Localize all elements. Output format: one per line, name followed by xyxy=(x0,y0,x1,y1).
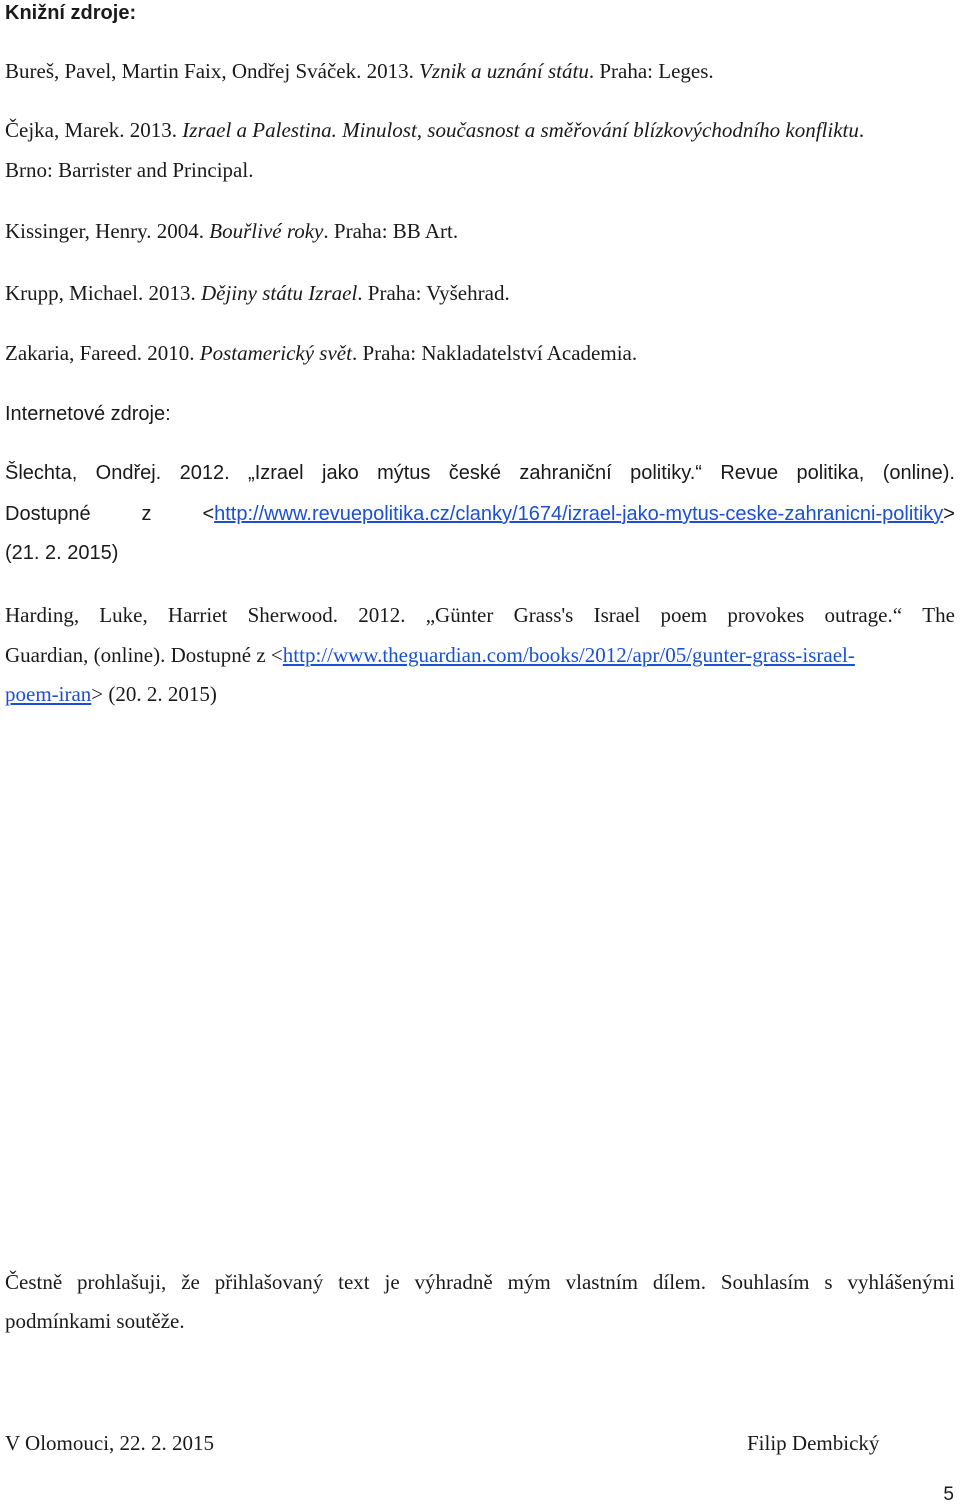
citation-word: (online). xyxy=(882,462,955,484)
book-sources-heading: Knižní zdroje: xyxy=(5,2,137,24)
citation-word: Harriet xyxy=(167,603,228,627)
citation-word: 2012. xyxy=(179,462,230,484)
citation-word: Sherwood. xyxy=(247,603,339,627)
declaration-word: vyhlášenými xyxy=(847,1270,955,1294)
book-entry-3 xyxy=(5,219,458,244)
revuepolitika-link[interactable]: http://www.revuepolitika.cz/clanky/1674/izrael-jako-mytus-ceske-zahranicni-politiky xyxy=(214,503,944,525)
citation-word: The xyxy=(922,603,955,627)
book-entry-title: Izrael a Palestina. Minulost, současnost a směřování blízkovýchodního konfliktu xyxy=(182,118,859,142)
book-entry-authors: Zakaria, Fareed. 2010. xyxy=(5,341,200,365)
citation-word: „Günter xyxy=(425,603,494,627)
from-label: z xyxy=(141,503,152,525)
book-entry-authors: Čejka, Marek. 2013. xyxy=(5,118,183,142)
declaration-word: výhradně xyxy=(414,1270,493,1294)
declaration-word: přihlašovaný xyxy=(214,1270,324,1294)
place-date: V Olomouci, 22. 2. 2015 xyxy=(5,1431,215,1455)
citation-word: Luke, xyxy=(99,603,148,627)
citation-word: politiky.“ xyxy=(630,462,702,484)
internet-entry-1-line-1 xyxy=(5,462,955,485)
book-entry-2 xyxy=(5,118,864,143)
citation-word: mýtus xyxy=(377,462,431,484)
declaration-word: mým xyxy=(507,1270,551,1294)
book-entry-authors: Kissinger, Henry. 2004. xyxy=(5,219,210,243)
citation-word: zahraniční xyxy=(519,462,612,484)
book-entry-4 xyxy=(5,281,510,306)
declaration-word: Čestně xyxy=(5,1270,63,1294)
internet-entry-1-line-2 xyxy=(5,503,955,526)
citation-word: provokes xyxy=(727,603,805,627)
book-entry-publisher: . Praha: Nakladatelství Academia. xyxy=(351,341,638,365)
citation-word: „Izrael xyxy=(248,462,304,484)
declaration-word: s xyxy=(824,1270,833,1294)
url-wrapper: <http://www.revuepolitika.cz/clanky/1674/izrael-jako-mytus-ceske-zahranicni-politiky> xyxy=(202,503,955,525)
book-entry-title: Vznik a uznání státu xyxy=(419,59,589,83)
theguardian-link[interactable]: http://www.theguardian.com/books/2012/apr/05/gunter-grass-israel- xyxy=(282,643,855,667)
entry-2-suffix: > (20. 2. 2015) xyxy=(91,682,217,706)
citation-word: Israel xyxy=(593,603,641,627)
internet-entry-2-line-2 xyxy=(5,643,855,668)
citation-word: politika, xyxy=(796,462,865,484)
declaration-word: vlastním xyxy=(565,1270,638,1294)
declaration-line-1 xyxy=(5,1270,955,1295)
book-entry-publisher: . Praha: Vyšehrad. xyxy=(357,281,510,305)
internet-entry-2-line-3 xyxy=(5,682,217,707)
declaration-word: text xyxy=(338,1270,370,1294)
book-entry-authors: Krupp, Michael. 2013. xyxy=(5,281,201,305)
book-entry-title: Dějiny státu Izrael xyxy=(200,281,358,305)
citation-word: Grass's xyxy=(513,603,574,627)
entry-2-prefix: Guardian, (online). Dostupné z < xyxy=(5,643,283,667)
book-entry-authors: Bureš, Pavel, Martin Faix, Ondřej Sváček. 2013. xyxy=(5,59,420,83)
book-entry-title: Postamerický svět xyxy=(199,341,352,365)
declaration-word: je xyxy=(384,1270,400,1294)
internet-entry-2-line-1 xyxy=(5,603,955,628)
book-entry-publisher: . xyxy=(858,118,865,142)
citation-word: Harding, xyxy=(5,603,80,627)
citation-word: outrage.“ xyxy=(824,603,903,627)
declaration-line-2: podmínkami soutěže. xyxy=(5,1309,185,1333)
internet-sources-heading: Internetové zdroje: xyxy=(5,403,171,425)
citation-word: Revue xyxy=(720,462,779,484)
book-entry-publisher: . Praha: Leges. xyxy=(588,59,714,83)
declaration-word: dílem. xyxy=(652,1270,706,1294)
citation-word: Ondřej. xyxy=(95,462,162,484)
book-entry-1 xyxy=(5,59,714,84)
book-entry-2-continued: Brno: Barrister and Principal. xyxy=(5,158,254,182)
theguardian-link-continued[interactable]: poem-iran xyxy=(5,682,92,706)
citation-word: poem xyxy=(660,603,708,627)
author-name: Filip Dembický xyxy=(747,1431,880,1455)
declaration-word: Souhlasím xyxy=(720,1270,810,1294)
book-entry-publisher: . Praha: BB Art. xyxy=(323,219,459,243)
internet-entry-1-line-3: (21. 2. 2015) xyxy=(5,542,119,564)
declaration-word: že xyxy=(181,1270,200,1294)
citation-word: české xyxy=(448,462,502,484)
citation-word: Šlechta, xyxy=(5,462,78,484)
book-entry-title: Bouřlivé roky xyxy=(209,219,324,243)
citation-word: jako xyxy=(322,462,359,484)
page-number: 5 xyxy=(943,1484,954,1505)
book-entry-5 xyxy=(5,341,637,366)
citation-word: 2012. xyxy=(358,603,406,627)
available-label: Dostupné xyxy=(5,503,91,525)
declaration-word: prohlašuji, xyxy=(77,1270,167,1294)
